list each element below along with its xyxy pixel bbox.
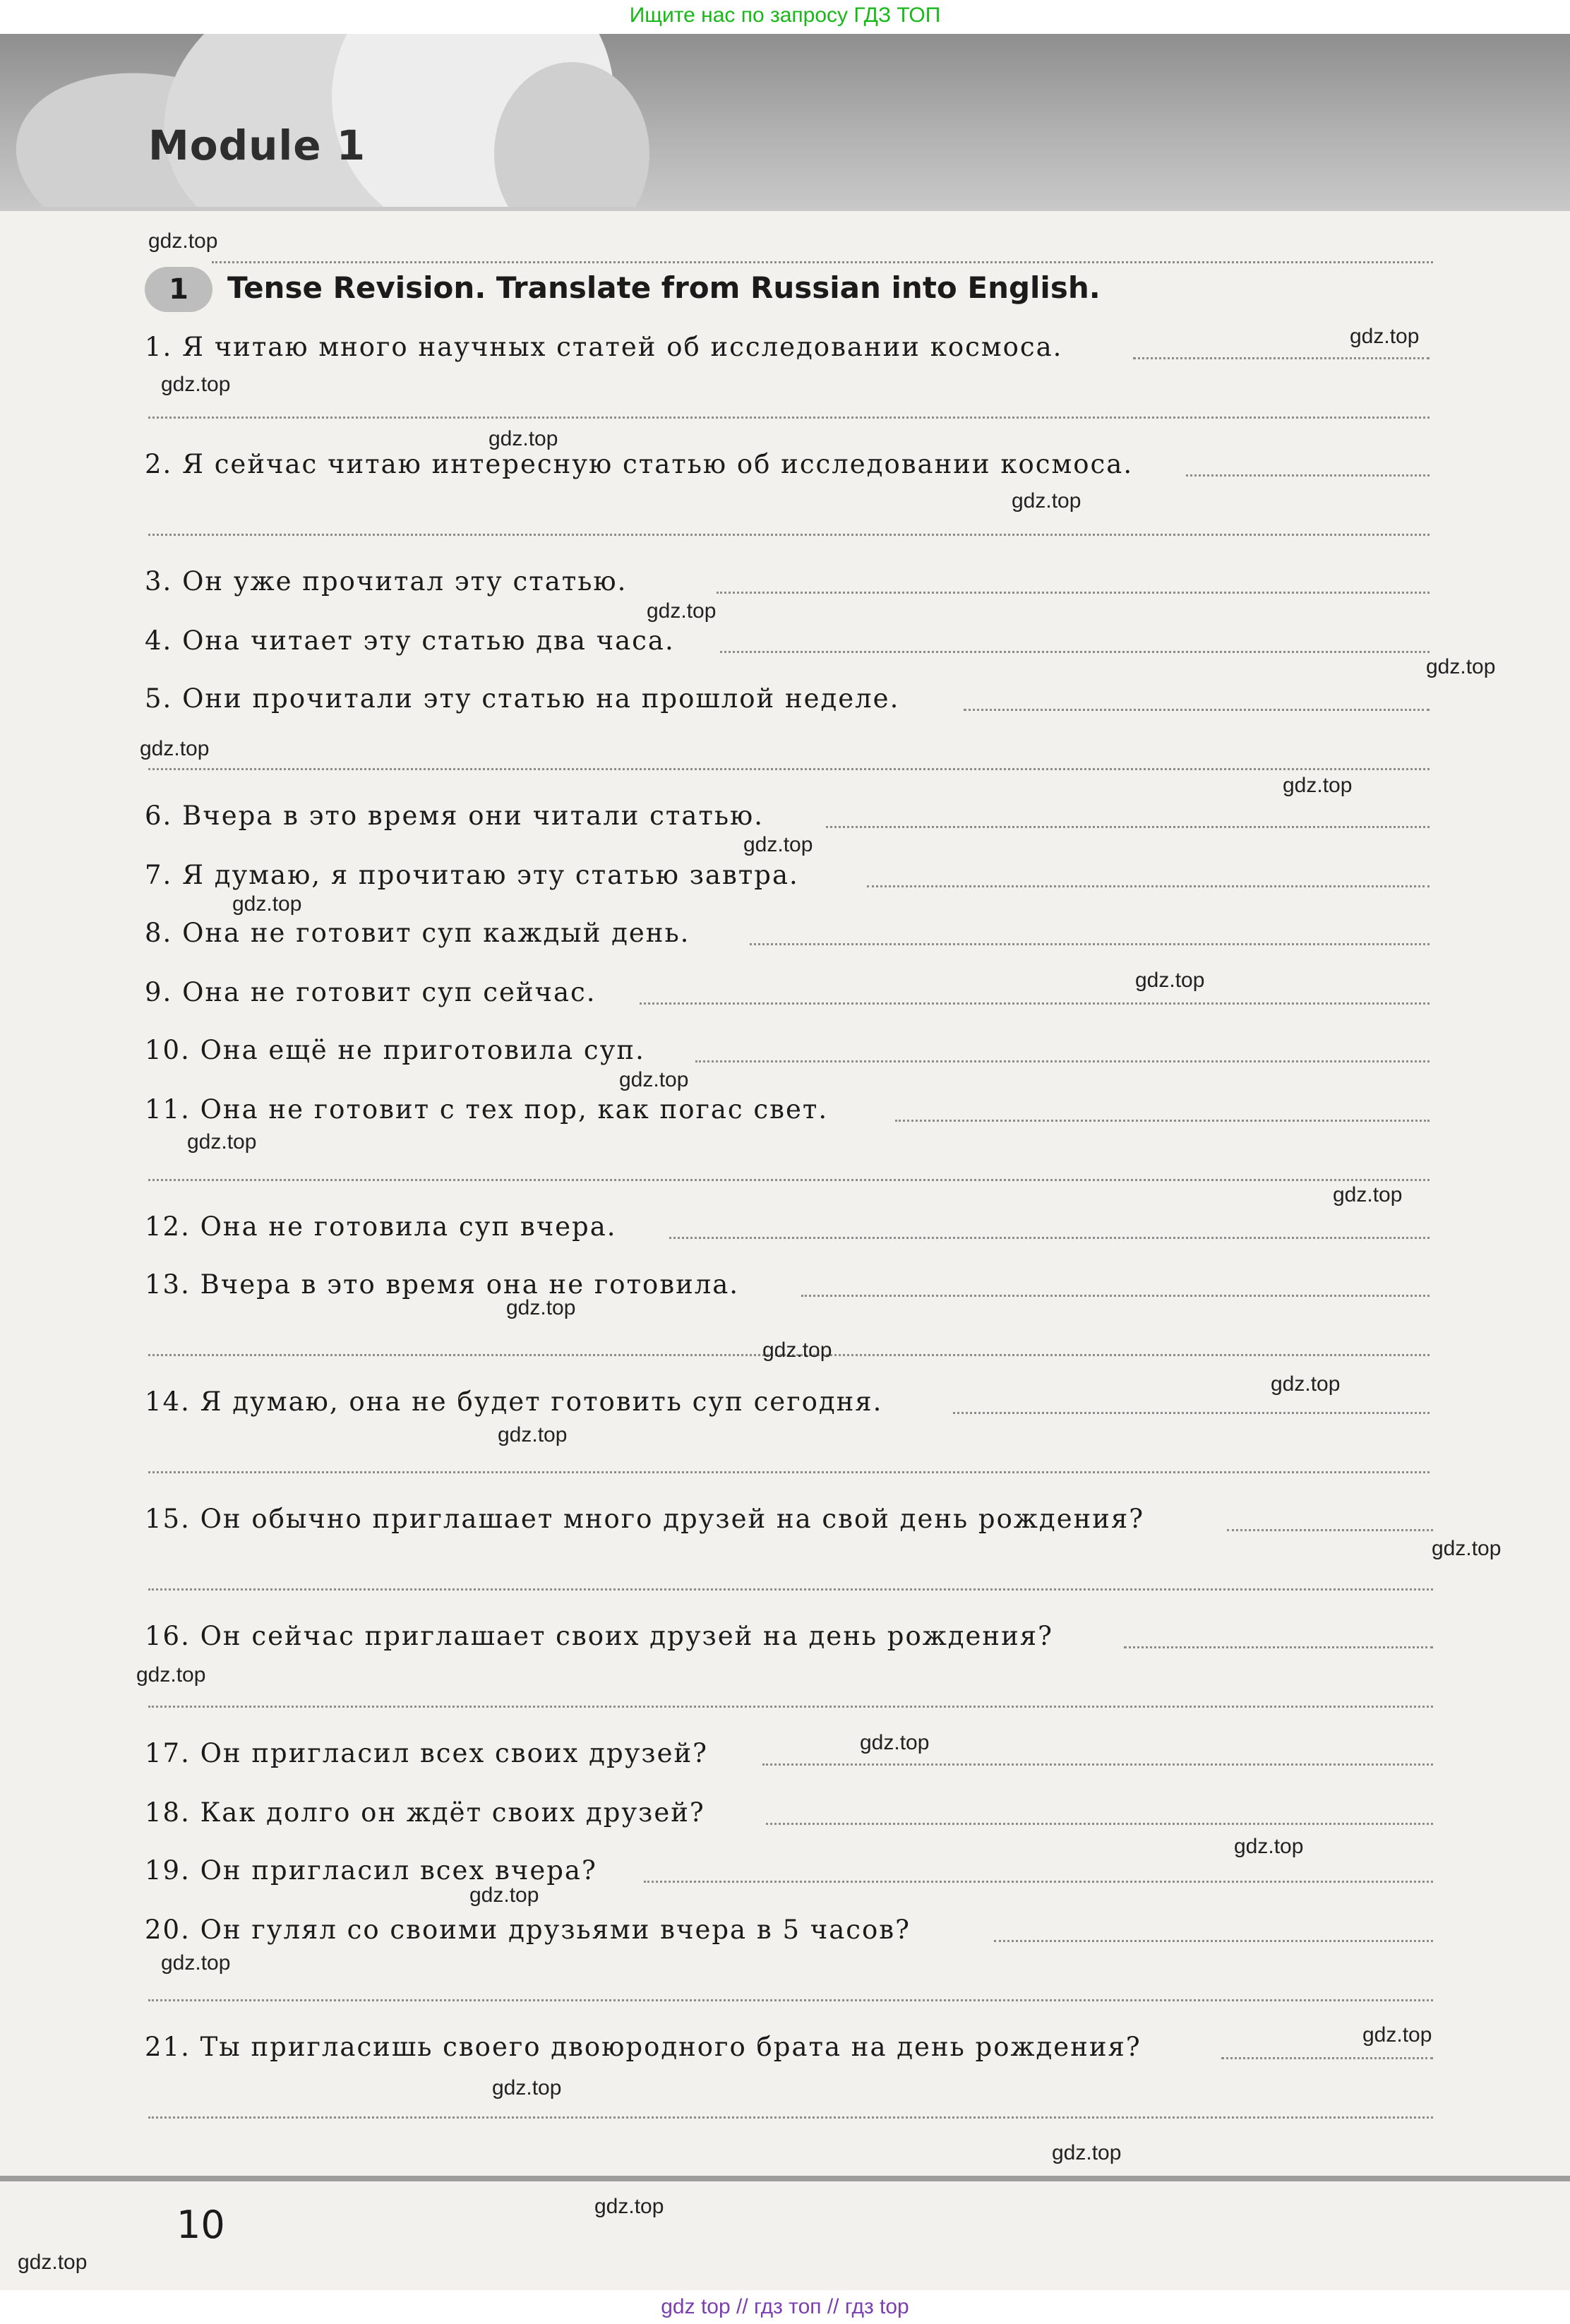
exercise-item: 19. Он пригласил всех вчера? — [145, 1855, 597, 1886]
answer-line[interactable] — [148, 1999, 1433, 2001]
exercise-item: 1. Я читаю много научных статей об исследовании космоса. — [145, 332, 1063, 362]
answer-line[interactable] — [1133, 357, 1430, 359]
header-divider — [0, 207, 1570, 211]
exercise-item: 8. Она не готовит суп каждый день. — [145, 918, 690, 948]
exercise-title: Tense Revision. Translate from Russian into English. — [227, 270, 1101, 305]
watermark: gdz.top — [492, 2076, 562, 2100]
answer-line[interactable] — [640, 1002, 1430, 1005]
exercise-number-badge: 1 — [145, 267, 212, 312]
answer-line[interactable] — [766, 1823, 1433, 1825]
top-banner: Ищите нас по запросу ГДЗ ТОП — [0, 0, 1570, 34]
answer-line[interactable] — [148, 2116, 1433, 2119]
answer-line[interactable] — [750, 943, 1430, 945]
watermark: gdz.top — [1052, 2141, 1122, 2164]
answer-line[interactable] — [644, 1881, 1433, 1883]
exercise-item: 13. Вчера в это время она не готовила. — [145, 1269, 740, 1300]
watermark: gdz.top — [506, 1296, 576, 1319]
exercise-top-rule — [212, 261, 1433, 263]
answer-line[interactable] — [717, 592, 1430, 594]
answer-line[interactable] — [994, 1940, 1433, 1942]
answer-line[interactable] — [148, 417, 1430, 419]
answer-line[interactable] — [148, 1179, 1430, 1181]
answer-line[interactable] — [695, 1060, 1430, 1062]
exercise-item: 15. Он обычно приглашает много друзей на свой день рождения? — [145, 1504, 1145, 1534]
answer-line[interactable] — [953, 1412, 1430, 1414]
answer-line[interactable] — [1186, 474, 1430, 477]
module-title: Module 1 — [148, 121, 366, 169]
watermark: gdz.top — [469, 1883, 539, 1907]
watermark: gdz.top — [1426, 655, 1496, 678]
bottom-banner: gdz top // гдз топ // гдз top — [0, 2290, 1570, 2324]
answer-line[interactable] — [148, 534, 1430, 536]
watermark: gdz.top — [762, 1338, 832, 1362]
watermark: gdz.top — [148, 229, 218, 253]
exercise-item: 6. Вчера в это время они читали статью. — [145, 801, 765, 831]
exercise-item: 7. Я думаю, я прочитаю эту статью завтра. — [145, 860, 799, 890]
watermark: gdz.top — [647, 599, 717, 623]
watermark: gdz.top — [619, 1068, 689, 1091]
watermark: gdz.top — [161, 373, 231, 396]
exercise-item: 5. Они прочитали эту статью на прошлой неделе. — [145, 683, 900, 714]
answer-line[interactable] — [762, 1763, 1433, 1766]
exercise-item: 11. Она не готовит с тех пор, как погас свет. — [145, 1094, 829, 1125]
exercise-item: 18. Как долго он ждёт своих друзей? — [145, 1797, 705, 1828]
exercise-item: 21. Ты пригласишь своего двоюродного брата на день рождения? — [145, 2032, 1141, 2062]
answer-line[interactable] — [1124, 1646, 1433, 1648]
exercise-item: 14. Я думаю, она не будет готовить суп сегодня. — [145, 1386, 883, 1417]
module-header — [0, 34, 1570, 207]
watermark: gdz.top — [140, 737, 210, 760]
exercise-item: 17. Он пригласил всех своих друзей? — [145, 1738, 708, 1768]
answer-line[interactable] — [148, 1706, 1433, 1708]
watermark: gdz.top — [1135, 969, 1205, 992]
exercise-item: 10. Она ещё не приготовила суп. — [145, 1035, 645, 1065]
answer-line[interactable] — [964, 709, 1430, 711]
exercise-item: 16. Он сейчас приглашает своих друзей на день рождения? — [145, 1621, 1053, 1651]
watermark: gdz.top — [18, 2251, 88, 2274]
footer-divider — [0, 2176, 1570, 2181]
watermark: gdz.top — [1234, 1835, 1304, 1858]
watermark: gdz.top — [1333, 1183, 1403, 1206]
watermark: gdz.top — [1271, 1372, 1341, 1396]
watermark: gdz.top — [860, 1731, 930, 1754]
watermark: gdz.top — [232, 892, 302, 916]
answer-line[interactable] — [895, 1120, 1430, 1122]
answer-line[interactable] — [148, 768, 1430, 770]
exercise-item: 2. Я сейчас читаю интересную статью об исследовании космоса. — [145, 449, 1134, 479]
answer-line[interactable] — [148, 1588, 1433, 1591]
answer-line[interactable] — [720, 651, 1430, 653]
watermark: gdz.top — [594, 2195, 664, 2218]
answer-line[interactable] — [826, 826, 1430, 828]
answer-line[interactable] — [148, 1471, 1430, 1473]
exercise-item: 3. Он уже прочитал эту статью. — [145, 566, 628, 597]
exercise-item: 4. Она читает эту статью два часа. — [145, 625, 675, 656]
watermark: gdz.top — [743, 833, 813, 856]
page-number: 10 — [176, 2203, 225, 2247]
exercise-item: 20. Он гулял со своими друзьями вчера в 5 часов? — [145, 1915, 911, 1945]
watermark: gdz.top — [136, 1663, 206, 1687]
watermark: gdz.top — [498, 1423, 568, 1446]
exercise-item: 9. Она не готовит суп сейчас. — [145, 977, 597, 1007]
answer-line[interactable] — [867, 885, 1430, 887]
answer-line[interactable] — [1221, 2057, 1433, 2059]
watermark: gdz.top — [1350, 325, 1420, 348]
watermark: gdz.top — [1012, 489, 1081, 513]
watermark: gdz.top — [1432, 1537, 1502, 1560]
exercise-item: 12. Она не готовила суп вчера. — [145, 1211, 617, 1242]
watermark: gdz.top — [489, 427, 558, 450]
answer-line[interactable] — [801, 1295, 1430, 1297]
answer-line[interactable] — [669, 1237, 1430, 1239]
watermark: gdz.top — [1283, 774, 1353, 797]
watermark: gdz.top — [161, 1951, 231, 1975]
watermark: gdz.top — [187, 1130, 257, 1154]
watermark: gdz.top — [1362, 2023, 1432, 2047]
answer-line[interactable] — [1227, 1529, 1433, 1531]
